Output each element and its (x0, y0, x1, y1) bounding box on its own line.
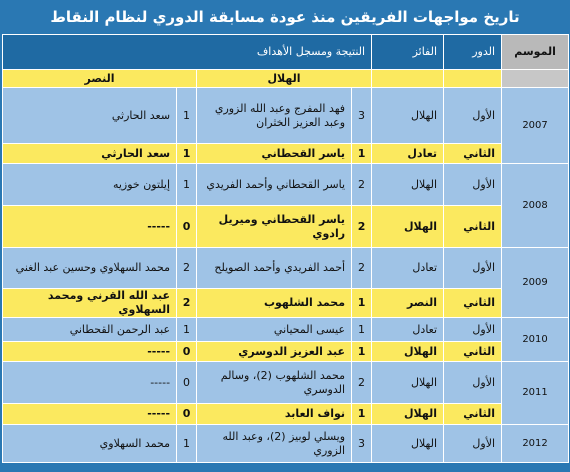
season-year: 2008 (502, 164, 569, 248)
team-hilal-label: الهلال (197, 70, 372, 88)
nassr-score: 0 (177, 404, 197, 425)
hilal-scorers: محمد الشلهوب (2)، وسالم الدوسري (197, 362, 352, 404)
match-round: الأول (444, 318, 502, 342)
match-row (3, 164, 569, 206)
match-winner: الهلال (372, 88, 444, 144)
nassr-score: 1 (177, 144, 197, 164)
teams-row-spacer-1 (444, 70, 502, 88)
hilal-scorers: نواف العابد (197, 404, 352, 425)
season-year: 2012 (502, 425, 569, 463)
match-round: الأول (444, 362, 502, 404)
winner-header: الفائز (372, 35, 444, 70)
match-round: الأول (444, 164, 502, 206)
teams-row (3, 70, 569, 88)
match-winner: الهلال (372, 342, 444, 362)
hilal-scorers: عبد العزيز الدوسري (197, 342, 352, 362)
nassr-score: 1 (177, 88, 197, 144)
season-year: 2011 (502, 362, 569, 425)
hilal-score: 2 (352, 164, 372, 206)
results-table-body (3, 35, 569, 463)
nassr-scorers: سعد الحارثي (3, 144, 177, 164)
match-winner: تعادل (372, 318, 444, 342)
match-round: الثاني (444, 289, 502, 318)
page-title: تاريخ مواجهات الفريقين منذ عودة مسابقة الدوري لنظام النقاط (50, 8, 520, 26)
match-row (3, 144, 569, 164)
match-row (3, 206, 569, 248)
nassr-score: 1 (177, 318, 197, 342)
match-winner: تعادل (372, 144, 444, 164)
hilal-scorers: ياسر القحطاني وأحمد الفريدي (197, 164, 352, 206)
match-winner: الهلال (372, 206, 444, 248)
hilal-score: 1 (352, 318, 372, 342)
nassr-scorers: ----- (3, 404, 177, 425)
nassr-score: 0 (177, 362, 197, 404)
match-row (3, 342, 569, 362)
nassr-scorers: محمد السهلاوي وحسين عبد الغني (3, 248, 177, 289)
nassr-score: 1 (177, 425, 197, 463)
nassr-scorers: ----- (3, 342, 177, 362)
hilal-scorers: ويسلي لوبيز (2)، وعبد الله الزوري (197, 425, 352, 463)
header-row (3, 35, 569, 70)
season-year: 2010 (502, 318, 569, 362)
hilal-scorers: عيسى المحياني (197, 318, 352, 342)
teams-row-season-spacer (502, 70, 569, 88)
match-round: الأول (444, 248, 502, 289)
match-row (3, 289, 569, 318)
nassr-score: 1 (177, 164, 197, 206)
match-winner: الهلال (372, 164, 444, 206)
nassr-score: 0 (177, 342, 197, 362)
nassr-score: 2 (177, 289, 197, 318)
hilal-scorers: فهد المفرج وعبد الله الزوري وعبد العزيز الخثران (197, 88, 352, 144)
match-row (3, 88, 569, 144)
match-row (3, 404, 569, 425)
nassr-score: 0 (177, 206, 197, 248)
nassr-scorers: سعد الحارثي (3, 88, 177, 144)
match-winner: النصر (372, 289, 444, 318)
match-round: الثاني (444, 144, 502, 164)
hilal-score: 2 (352, 206, 372, 248)
nassr-scorers: ----- (3, 362, 177, 404)
teams-row-spacer-2 (372, 70, 444, 88)
nassr-scorers: عبد الرحمن القحطاني (3, 318, 177, 342)
hilal-scorers: أحمد الفريدي وأحمد الصويلح (197, 248, 352, 289)
match-round: الأول (444, 425, 502, 463)
match-round: الثاني (444, 206, 502, 248)
hilal-score: 3 (352, 425, 372, 463)
hilal-score: 1 (352, 144, 372, 164)
match-round: الثاني (444, 342, 502, 362)
nassr-scorers: محمد السهلاوي (3, 425, 177, 463)
hilal-score: 2 (352, 248, 372, 289)
match-row (3, 248, 569, 289)
match-winner: تعادل (372, 248, 444, 289)
team-nassr-label: النصر (3, 70, 197, 88)
hilal-score: 2 (352, 362, 372, 404)
hilal-scorers: محمد الشلهوب (197, 289, 352, 318)
results-table (2, 34, 569, 463)
nassr-scorers: ----- (3, 206, 177, 248)
season-year: 2009 (502, 248, 569, 318)
season-year: 2007 (502, 88, 569, 164)
match-row (3, 425, 569, 463)
result-header: النتيجة ومسجل الأهداف (3, 35, 372, 70)
match-round: الثاني (444, 404, 502, 425)
nassr-scorers: إيلتون خوزيه (3, 164, 177, 206)
hilal-scorers: ياسر القحطاني (197, 144, 352, 164)
nassr-score: 2 (177, 248, 197, 289)
hilal-score: 1 (352, 342, 372, 362)
hilal-score: 1 (352, 404, 372, 425)
match-winner: الهلال (372, 404, 444, 425)
hilal-scorers: ياسر القحطاني وميريل رادوي (197, 206, 352, 248)
match-row (3, 362, 569, 404)
round-header: الدور (444, 35, 502, 70)
season-header: الموسم (502, 35, 569, 70)
hilal-score: 1 (352, 289, 372, 318)
match-winner: الهلال (372, 362, 444, 404)
match-winner: الهلال (372, 425, 444, 463)
hilal-score: 3 (352, 88, 372, 144)
nassr-scorers: عبد الله القرني ومحمد السهلاوي (3, 289, 177, 318)
match-round: الأول (444, 88, 502, 144)
match-row (3, 318, 569, 342)
